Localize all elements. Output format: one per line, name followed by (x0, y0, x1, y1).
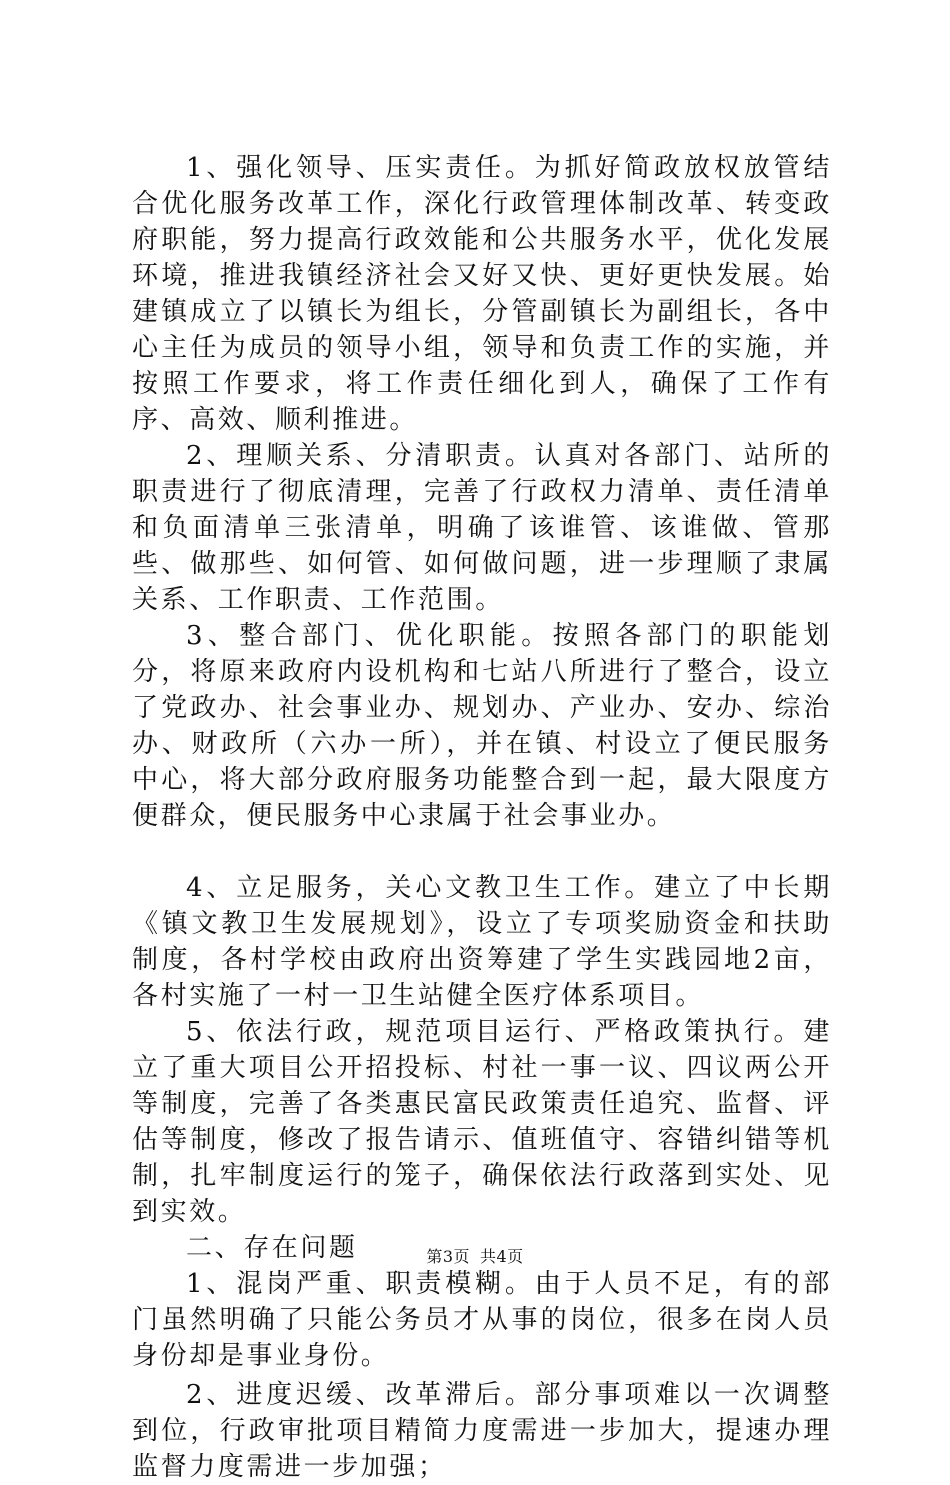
page-number: 第3页 (426, 1247, 470, 1266)
page-footer (0, 1244, 950, 1267)
paragraph-slow-progress: 2、进度迟缓、改革滞后。部分事项难以一次调整到位，行政审批项目精简力度需进一步加大，提速办理监督力度需进一步加强； (132, 1380, 832, 1482)
paragraph-strengthen-leadership: 1、强化领导、压实责任。为抓好简政放权放管结合优化服务改革工作，深化行政管理体制改革、转变政府职能，努力提高行政效能和公共服务水平，优化发展环境，推进我镇经济社会又好又快、更好更快发展。始建镇成立了以镇长为组长，分管副镇长为副组长，各中心主任为成员的领导小组，领导和负责工作的实施，并按照工作要求，将工作责任细化到人，确保了工作有序、高效、顺利推进。 (132, 153, 832, 435)
document-body (132, 150, 832, 1485)
paragraph-rule-of-law: 5、依法行政，规范项目运行、严格政策执行。建立了重大项目公开招投标、村社一事一议、四议两公开等制度，完善了各类惠民富民政策责任追究、监督、评估等制度，修改了报告请示、值班值守、容错纠错等机制，扎牢制度运行的笼子，确保依法行政落到实处、见到实效。 (132, 1017, 832, 1227)
page-total: 共4页 (480, 1247, 524, 1266)
paragraph-culture-education-health: 4、立足服务，关心文教卫生工作。建立了中长期《镇文教卫生发展规划》，设立了专项奖励资金和扶助制度，各村学校由政府出资筹建了学生实践园地2亩，各村实施了一村一卫生站健全医疗体系项目。 (132, 873, 832, 1011)
paragraph-integrate-departments: 3、整合部门、优化职能。按照各部门的职能划分，将原来政府内设机构和七站八所进行了整合，设立了党政办、社会事业办、规划办、产业办、安办、综治办、财政所（六办一所），并在镇、村设立了便民服务中心，将大部分政府服务功能整合到一起，最大限度方便群众，便民服务中心隶属于社会事业办。 (132, 621, 832, 831)
section-heading-problems: 二、存在问题 (186, 1233, 358, 1263)
paragraph-clarify-duties: 2、理顺关系、分清职责。认真对各部门、站所的职责进行了彻底清理，完善了行政权力清单、责任清单和负面清单三张清单，明确了该谁管、该谁做、管那些、做那些、如何管、如何做问题，进一步理顺了隶属关系、工作职责、工作范围。 (132, 441, 832, 615)
paragraph-mixed-posts: 1、混岗严重、职责模糊。由于人员不足，有的部门虽然明确了只能公务员才从事的岗位，很多在岗人员身份却是事业身份。 (132, 1269, 832, 1371)
